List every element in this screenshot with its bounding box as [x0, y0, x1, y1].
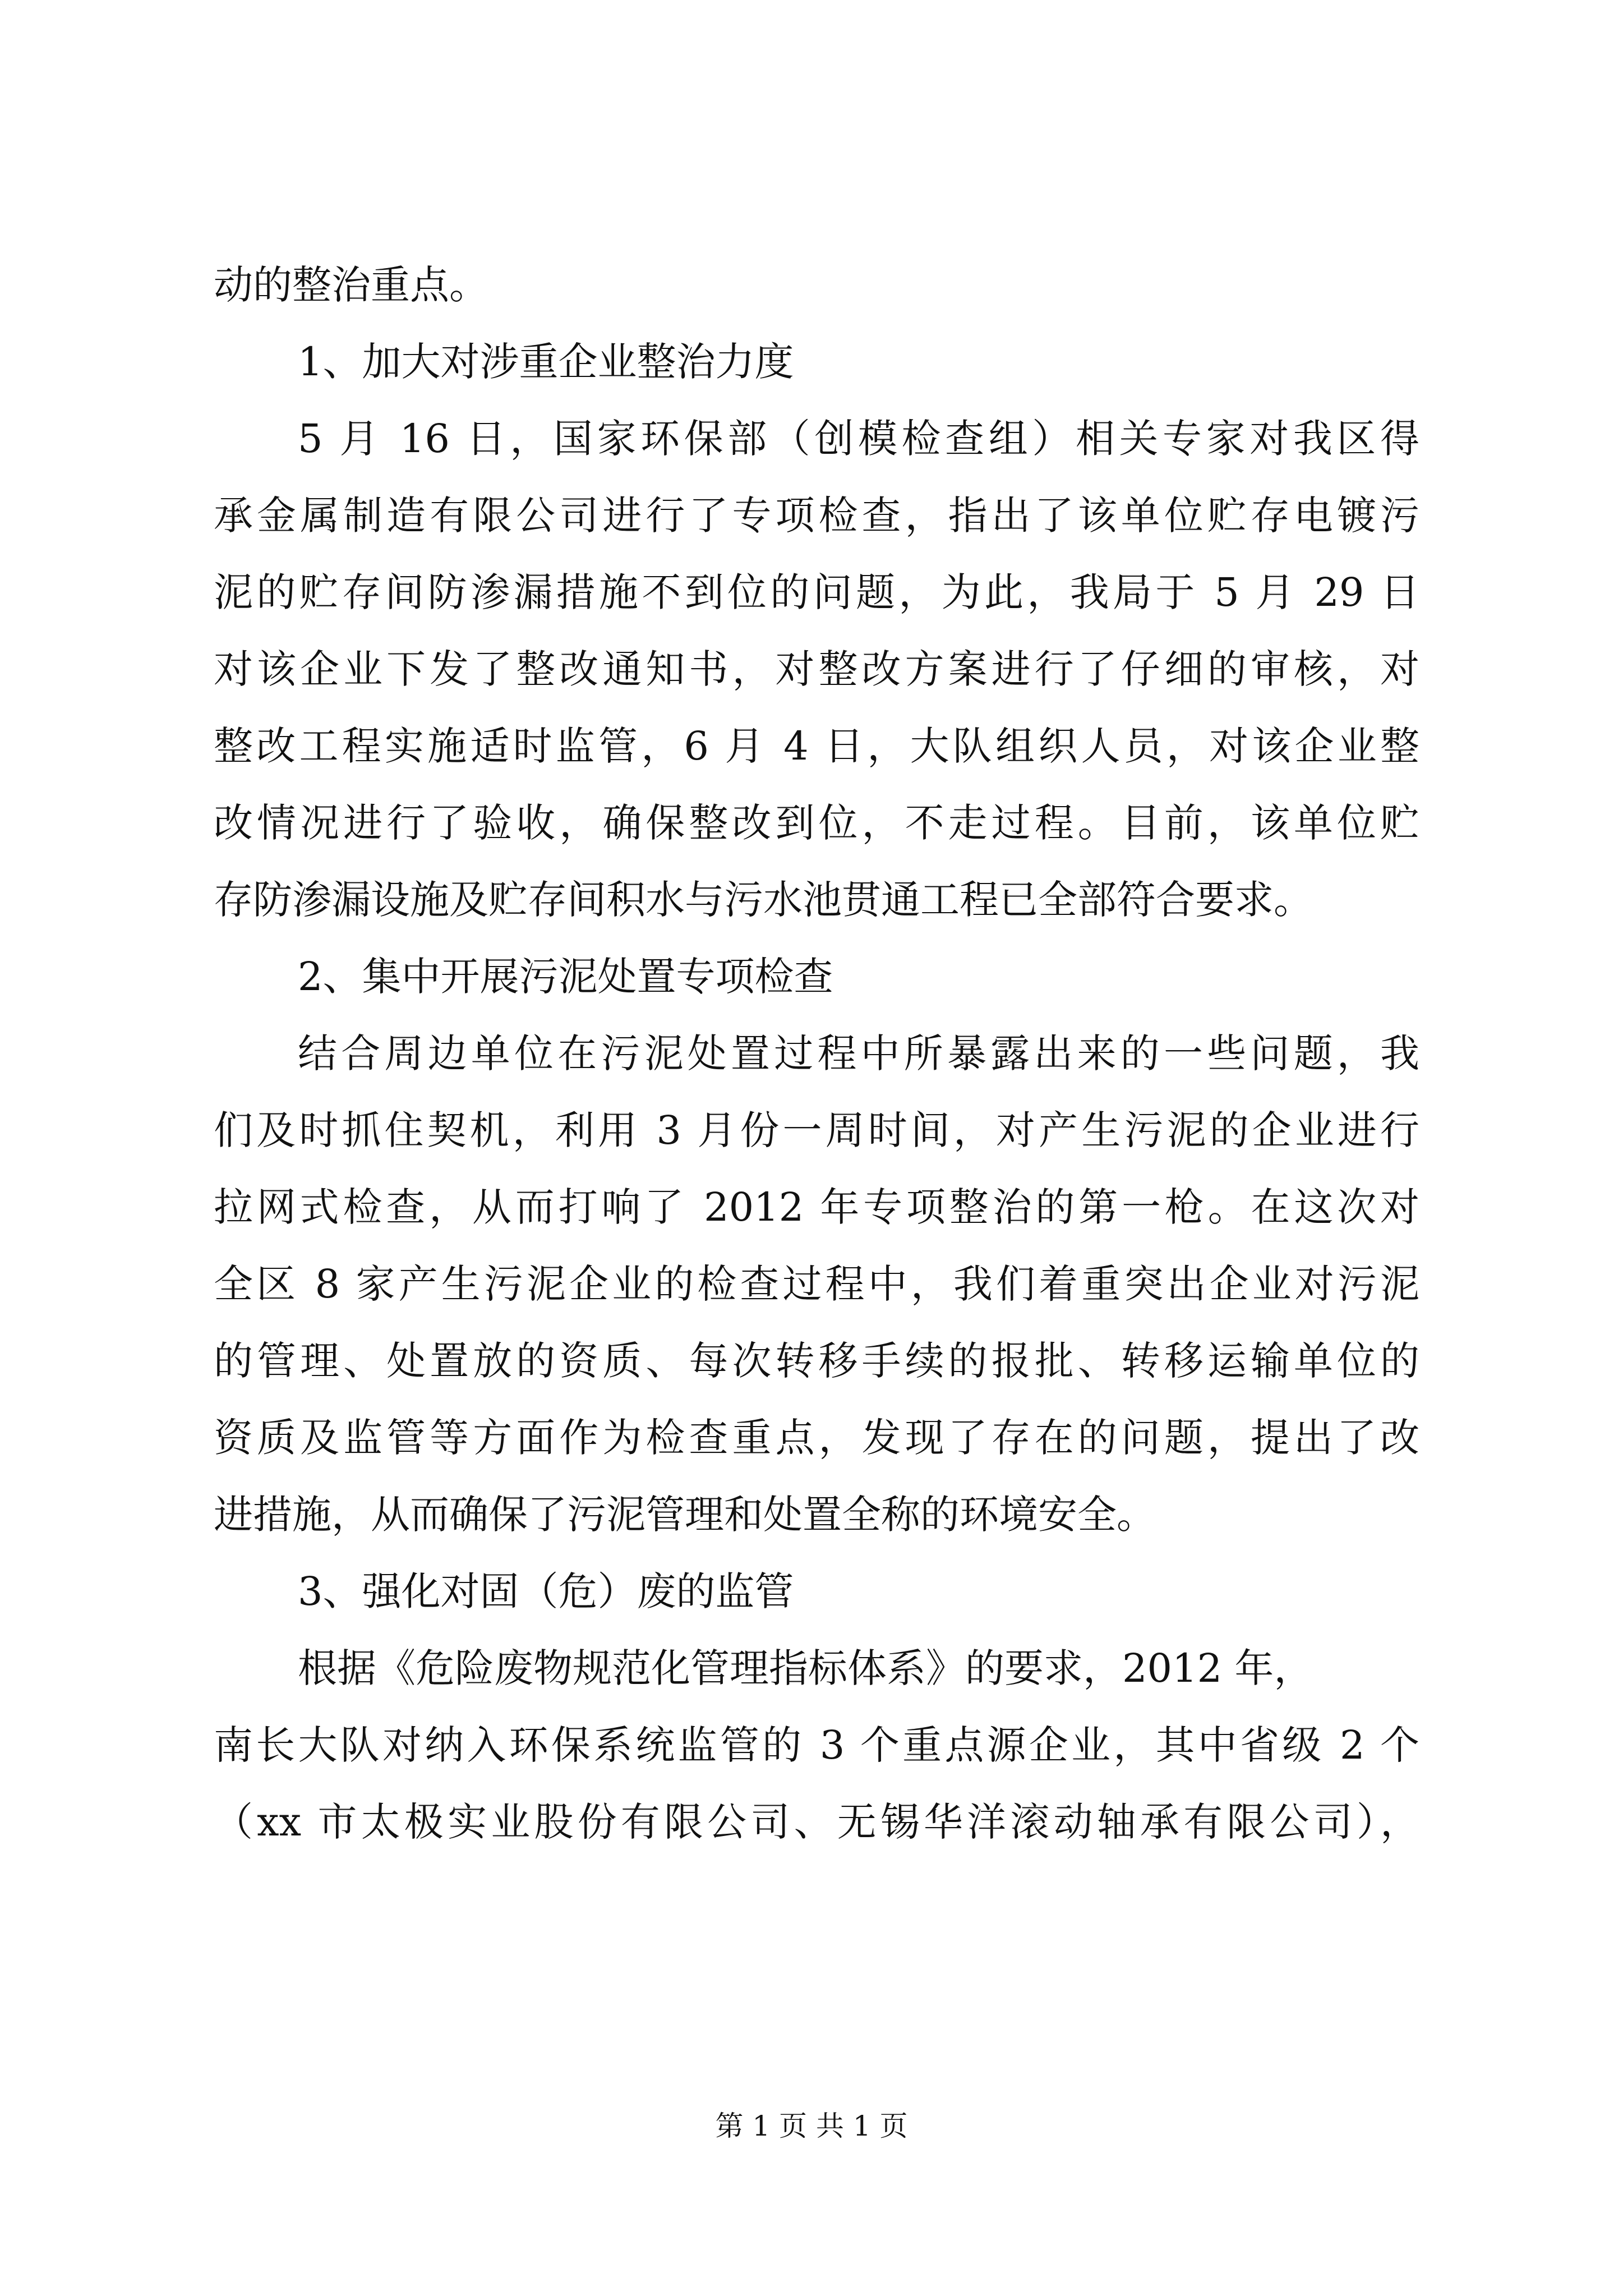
paragraph-line: 的管理、处置放的资质、每次转移手续的报批、转移运输单位的 [214, 1338, 1419, 1384]
paragraph-line: 结合周边单位在污泥处置过程中所暴露出来的一些问题，我 [298, 1030, 1419, 1076]
paragraph-line: 进措施，从而确保了污泥管理和处置全称的环境安全。 [214, 1492, 1156, 1538]
paragraph-line: 动的整治重点。 [214, 262, 488, 308]
paragraph-line: 整改工程实施适时监管，6 月 4 日，大队组织人员，对该企业整 [214, 723, 1419, 769]
paragraph-line: 资质及监管等方面作为检查重点，发现了存在的问题，提出了改 [214, 1415, 1419, 1461]
paragraph-line: 5 月 16 日，国家环保部（创模检查组）相关专家对我区得 [298, 416, 1419, 462]
paragraph-line: 存防渗漏设施及贮存间积水与污水池贯通工程已全部符合要求。 [214, 877, 1313, 923]
section-heading-1: 1、加大对涉重企业整治力度 [298, 339, 794, 385]
paragraph-line: 承金属制造有限公司进行了专项检查，指出了该单位贮存电镀污 [214, 493, 1419, 539]
page-footer: 第 1 页 共 1 页 [715, 2110, 908, 2142]
paragraph-line: 拉网式检查，从而打响了 2012 年专项整治的第一枪。在这次对 [214, 1184, 1419, 1230]
paragraph-line: 根据《危险废物规范化管理指标体系》的要求，2012 年， [298, 1645, 1313, 1691]
section-heading-3: 3、强化对固（危）废的监管 [298, 1568, 794, 1614]
paragraph-line: 改情况进行了验收，确保整改到位，不走过程。目前，该单位贮 [214, 800, 1419, 846]
paragraph-line: 泥的贮存间防渗漏措施不到位的问题，为此，我局于 5 月 29 日 [214, 569, 1419, 615]
paragraph-line: 南长大队对纳入环保系统监管的 3 个重点源企业，其中省级 2 个 [214, 1722, 1419, 1768]
paragraph-line: 全区 8 家产生污泥企业的检查过程中，我们着重突出企业对污泥 [214, 1261, 1419, 1307]
paragraph-line: 们及时抓住契机，利用 3 月份一周时间，对产生污泥的企业进行 [214, 1107, 1419, 1153]
section-heading-2: 2、集中开展污泥处置专项检查 [298, 954, 833, 1000]
document-body [214, 247, 1419, 1861]
paragraph-line: （xx 市太极实业股份有限公司、无锡华洋滚动轴承有限公司）， [214, 1799, 1419, 1845]
paragraph-line: 对该企业下发了整改通知书，对整改方案进行了仔细的审核，对 [214, 646, 1419, 692]
